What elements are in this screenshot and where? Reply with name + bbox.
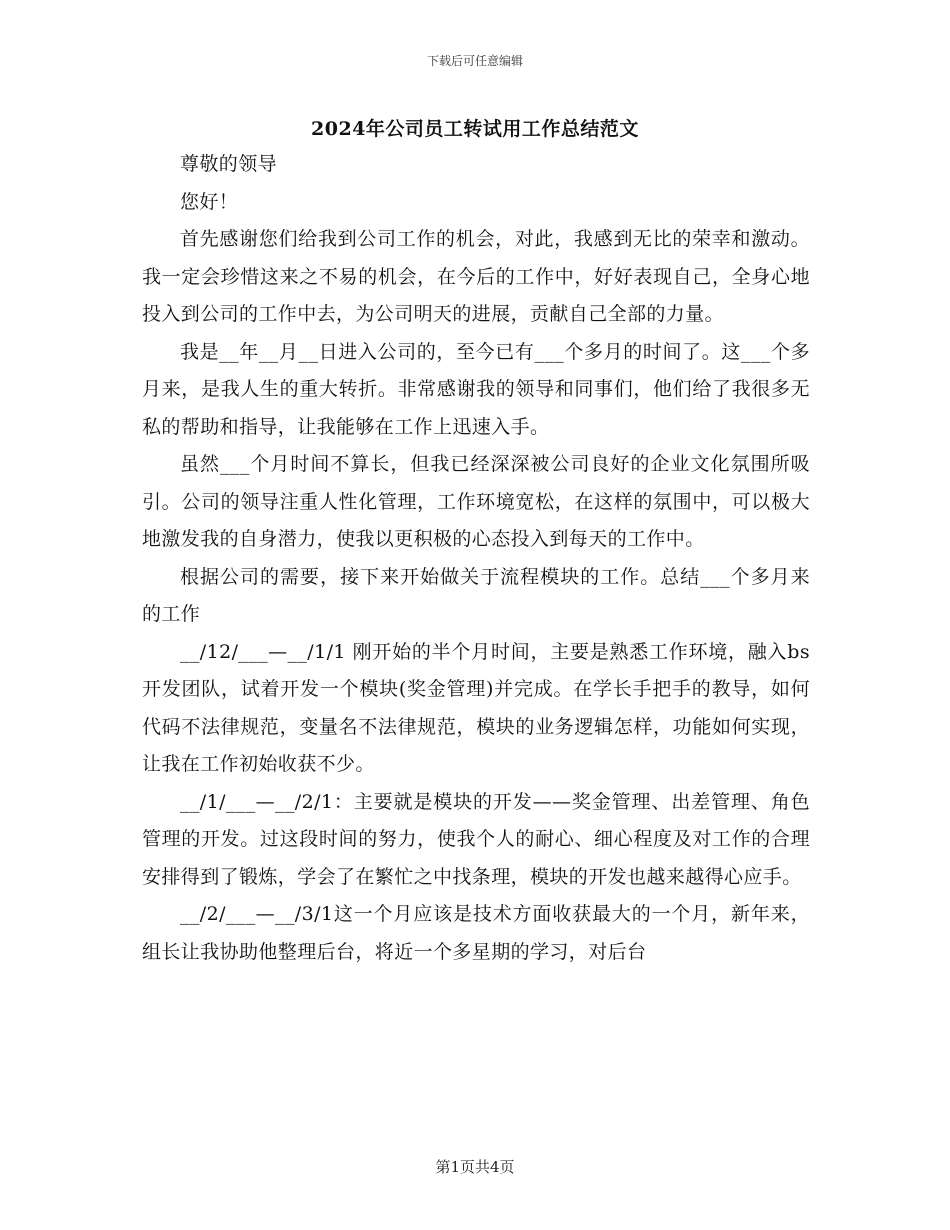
greeting: 您好！ bbox=[180, 190, 239, 213]
document-title: 2024年公司员工转试用工作总结范文 bbox=[311, 118, 639, 140]
page-number: 第1页共4页 bbox=[435, 1158, 515, 1176]
salutation: 尊敬的领导 bbox=[180, 153, 278, 175]
paragraph-gratitude: 首先感谢您们给我到公司工作的机会，对此，我感到无比的荣幸和激动。我一定会珍惜这来之不易的机会，在今后的工作中，好好表现自己，全身心地投入到公司的工作中去，为公司明天的进展，贡献自己全部的力量。 bbox=[142, 228, 810, 325]
paragraph-period-1: __/12/___—__/1/1 刚开始的半个月时间，主要是熟悉工作环境，融入bs开发团队，试着开发一个模块(奖金管理)并完成。在学长手把手的教导，如何代码不法律规范，变量名不法律规范，模块的业务逻辑怎样，功能如何实现，让我在工作初始收获不少。 bbox=[142, 640, 810, 775]
paragraph-period-3: __/2/___—__/3/1这一个月应该是技术方面收获最大的一个月，新年来，组长让我协助他整理后台，将近一个多星期的学习，对后台 bbox=[142, 903, 810, 963]
paragraph-work-summary-intro: 根据公司的需要，接下来开始做关于流程模块的工作。总结___个多月来的工作 bbox=[142, 565, 810, 625]
paragraph-company-culture: 虽然___个月时间不算长，但我已经深深被公司良好的企业文化氛围所吸引。公司的领导注重人性化管理，工作环境宽松，在这样的氛围中，可以极大地激发我的自身潜力，使我以更积极的心态投入到每天的工作中。 bbox=[142, 453, 810, 550]
document-body bbox=[142, 146, 810, 971]
paragraph-period-2: __/1/___—__/2/1：主要就是模块的开发——奖金管理、出差管理、角色管理的开发。过这段时间的努力，使我个人的耐心、细心程度及对工作的合理安排得到了锻炼，学会了在繁忙之中找条理，模块的开发也越来越得心应手。 bbox=[142, 790, 810, 888]
paragraph-join-date: 我是__年__月__日进入公司的，至今已有___个多月的时间了。这___个多月来，是我人生的重大转折。非常感谢我的领导和同事们，他们给了我很多无私的帮助和指导，让我能够在工作上迅速入手。 bbox=[142, 340, 810, 438]
page-header-note: 下载后可任意编辑 bbox=[426, 54, 523, 68]
